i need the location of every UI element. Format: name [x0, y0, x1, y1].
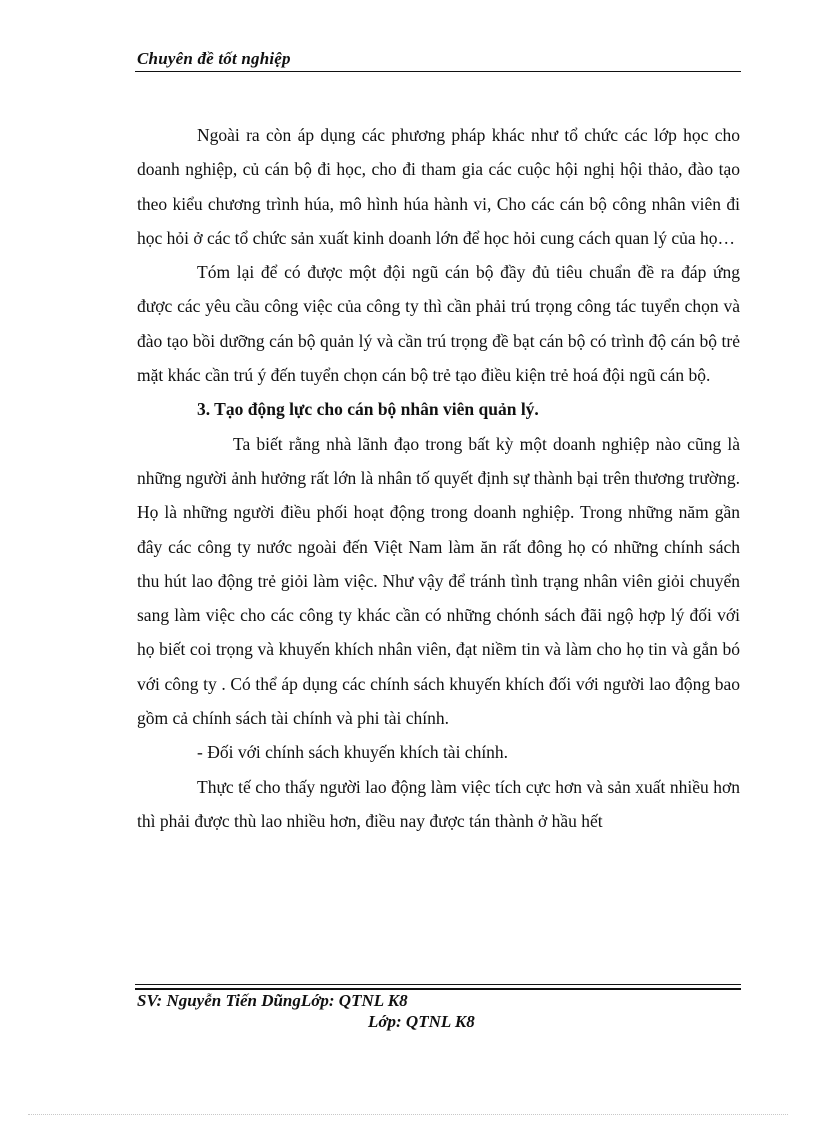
section-heading: 3. Tạo động lực cho cán bộ nhân viên quản lý.: [197, 399, 539, 420]
footer-divider-thin: [135, 984, 741, 985]
footer-class-line: Lớp: QTNL K8: [368, 1012, 475, 1031]
paragraph: Ngoài ra còn áp dụng các phương pháp khác như tổ chức các lớp học cho doanh nghiệp, củ cán bộ đi học, cho đi tham gia các cuộc hội nghị hội thảo, đào tạo theo kiểu chương trình húa, mô hình húa hành vi, Cho các cán bộ công nhân viên đi học hỏi ở các tổ chức sản xuất kinh doanh lớn để học hỏi cung cách quan lý của họ…: [137, 125, 740, 248]
paragraph: Ta biết rằng nhà lãnh đạo trong bất kỳ một doanh nghiệp nào cũng là những người ảnh hưởng rất lớn là nhân tố quyết định sự thành bại trên thương trường. Họ là những người điều phối hoạt động trong doanh nghiệp. Trong những năm gần đây các công ty nước ngoài đến Việt Nam làm ăn rất đông họ có những chính sách thu hút lao động trẻ giỏi làm việc. Như vậy để tránh tình trạng nhân viên giỏi chuyển sang làm việc cho các công ty khác cần có những chónh sách đãi ngộ hợp lý đối với họ biết coi trọng và khuyến khích nhân viên, đạt niềm tin và làm cho họ tin và gắn bó với công ty . Có thể áp dụng các chính sách khuyến khích đối với người lao động bao gồm cả chính sách tài chính và phi tài chính.: [137, 433, 740, 729]
subheading: - Đối với chính sách khuyến khích tài chính.: [197, 742, 509, 763]
body-text: [137, 118, 740, 838]
page-edge-dots: [28, 1114, 788, 1115]
footer-divider-thick: [135, 988, 741, 990]
paragraph: Tóm lại để có được một đội ngũ cán bộ đầy đủ tiêu chuẩn đề ra đáp ứng được các yêu cầu công việc của công ty thì cần phải trú trọng công tác tuyển chọn và đào tạo bồi dưỡng cán bộ quản lý và cần trú trọng đề bạt cán bộ có trình độ cán bộ trẻ mặt khác cần trú ý đến tuyển chọn cán bộ trẻ tạo điều kiện trẻ hoá đội ngũ cán bộ.: [137, 262, 740, 386]
paragraph: Thực tế cho thấy người lao động làm việc tích cực hơn và sản xuất nhiều hơn thì phải được thù lao nhiều hơn, điều nay được tán thành ở hầu hết: [137, 776, 740, 831]
header-title: Chuyên đề tốt nghiệp: [137, 49, 291, 68]
footer-student-line: SV: Nguyễn Tiến DũngLớp: QTNL K8: [137, 991, 408, 1010]
header-divider: [135, 71, 741, 72]
